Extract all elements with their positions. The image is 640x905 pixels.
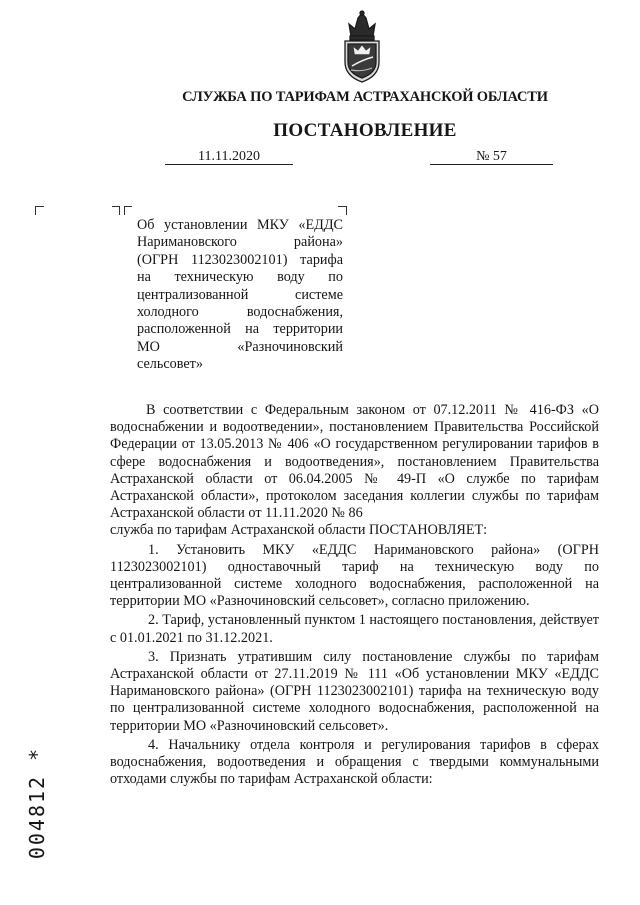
title-line: сельсовет» (137, 356, 203, 373)
corner-mark-title-left-a (112, 206, 120, 215)
title-line: холодного водоснабжения, (137, 304, 343, 321)
corner-mark-title-left-b (124, 206, 132, 215)
organization-name: СЛУЖБА ПО ТАРИФАМ АСТРАХАНСКОЙ ОБЛАСТИ (182, 89, 548, 105)
title-line: расположенной на территории (137, 321, 343, 338)
corner-mark-title-right (338, 206, 347, 215)
title-line: (ОГРН 1123023002101) тарифа (137, 251, 343, 268)
title-line: централизованной системе (137, 286, 343, 303)
document-body (110, 402, 599, 788)
title-line: на техническую воду по (137, 269, 343, 286)
title-line: МО «Разночиновский (137, 338, 343, 355)
title-line: Наримановского района» (137, 234, 343, 251)
serial-stamp (22, 728, 52, 878)
document-subject-title (137, 217, 343, 374)
resolution-clause: служба по тарифам Астраханской области ПОСТАНОВЛЯЕТ: (110, 522, 488, 539)
coat-of-arms-icon (337, 10, 387, 86)
preamble-paragraph: В соответствии с Федеральным законом от 07.12.2011 № 416-ФЗ «О водоснабжении и водоотведении», постановлением Правительства Российской Федерации от 13.05.2013 № 406 «О государственном регулировании тарифов в сфере водоснабжения и водоотведения», постановлением Правительства Астраханской области от 06.04.2005 № 49-П «О службе по тарифам Астраханской области», протоколом заседания коллегии службы по тарифам Астраханской области от 11.11.2020 № 86 (110, 402, 599, 522)
document-type-title: ПОСТАНОВЛЕНИЕ (273, 120, 457, 141)
resolution-item: 2. Тариф, установленный пунктом 1 настоящего постановления, действует с 01.01.2021 по 31.12.2021. (110, 612, 599, 646)
serial-digits: 004812 (25, 774, 49, 860)
document-number: № 57 (430, 149, 553, 165)
resolution-item: 1. Установить МКУ «ЕДДС Наримановского района» (ОГРН 1123023002101) одноставочный тариф на техническую воду по централизованной системе холодного водоснабжения, расположенной на территории МО «Разночиновский сельсовет», согласно приложению. (110, 541, 599, 610)
document-date: 11.11.2020 (165, 149, 293, 165)
serial-number (22, 728, 52, 878)
corner-mark-left (35, 206, 44, 215)
resolution-item: 4. Начальнику отдела контроля и регулирования тарифов в сферах водоснабжения, водоотведения и обращения с твердыми коммунальными отходами службы по тарифам Астраханской области: (110, 736, 599, 788)
serial-asterisk: * (25, 746, 49, 761)
title-line: Об установлении МКУ «ЕДДС (137, 217, 343, 233)
resolution-item: 3. Признать утратившим силу постановление службы по тарифам Астраханской области от 27.11.2019 № 111 «Об установлении МКУ «ЕДДС Наримановского района» (ОГРН 1123023002101) тарифа на техническую воду по централизованной системе холодного водоснабжения, расположенной на территории МО «Разночиновский сельсовет». (110, 648, 599, 734)
